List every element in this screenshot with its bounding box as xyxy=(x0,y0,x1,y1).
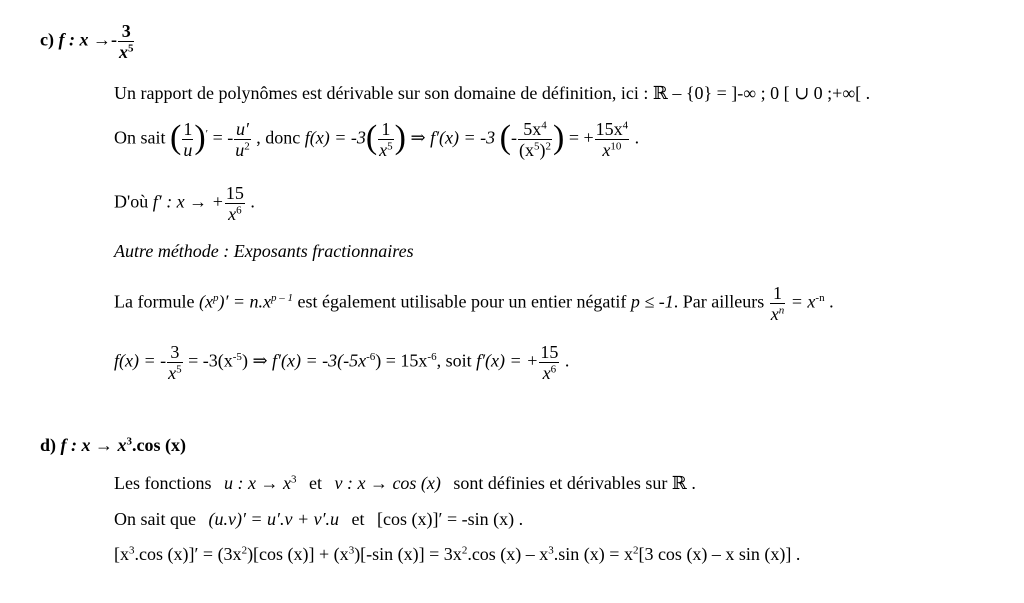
exponent-derivation-line: f(x) = - $\frac{3}{x^5}$ = $-3(x^{-5})$ ⇒ $f'(x) = -3(-5x^{-6}) = 15x^{-6}$, soit f′(x) = + $\frac{15}{x^6}$ . xyxy=(114,342,570,383)
part-d-label: d) xyxy=(40,435,57,455)
part-c-function-name: f : x → xyxy=(58,29,111,50)
functions-definition-line: Les fonctions u : $x \to x^3$ et v : x → cos (x) sont définies et dérivables sur ℝ . xyxy=(114,473,696,493)
derivative-rule-line: On sait ( $\frac{1}{u}$ )′ = - $\frac{u'}{u^2}$ , donc f(x) = -3( $\frac{1}{x^5}$ ) ⇒ f′(x) = -3 (- $\frac{5x^4}{(x^5)^2}$ ) = + $\frac{15x^4}{x^{10}}$ . xyxy=(114,118,640,160)
conclusion-line: D'où f′ : x → + $\frac{15}{x^6}$ . xyxy=(114,183,255,224)
alternate-method-heading: Autre méthode : Exposants fractionnaires xyxy=(114,241,414,261)
part-c-label: c) xyxy=(40,29,54,50)
domain-sentence: Un rapport de polynômes est dérivable sur son domaine de définition, ici : ℝ – {0} = ]-∞ ; 0 [ ∪ 0 ;+∞[ . xyxy=(114,83,871,103)
product-derivative-line: [$x^3.\cos$ $(x)]' = (3x^2)[\cos$ $(x)] + (x^3)[-\sin$ $(x)] = 3x^2.\cos$ $(x) - x^3.\sin$ $(x) = x^2[3$ cos (x) – x sin (x)] . xyxy=(114,544,801,564)
part-c-function-fraction: $\frac{3}{x^5}$ xyxy=(118,21,134,62)
part-c-heading: c) f : x →- $\frac{3}{x^5}$ xyxy=(40,21,134,62)
power-rule-line: La formule $(x^p)' = n.x^{p - 1}$ est également utilisable pour un entier négatif p ≤ -1. Par ailleurs $\frac{1}{x^n}$ = $x^{-n}$ . xyxy=(114,283,834,324)
part-d-heading: d) f : $x \to x^3.\cos$ (x) xyxy=(40,435,186,455)
product-rule-line: On sait que (u.v)′ = u′.v + v′.u et [cos (x)]′ = -sin (x) . xyxy=(114,509,524,529)
